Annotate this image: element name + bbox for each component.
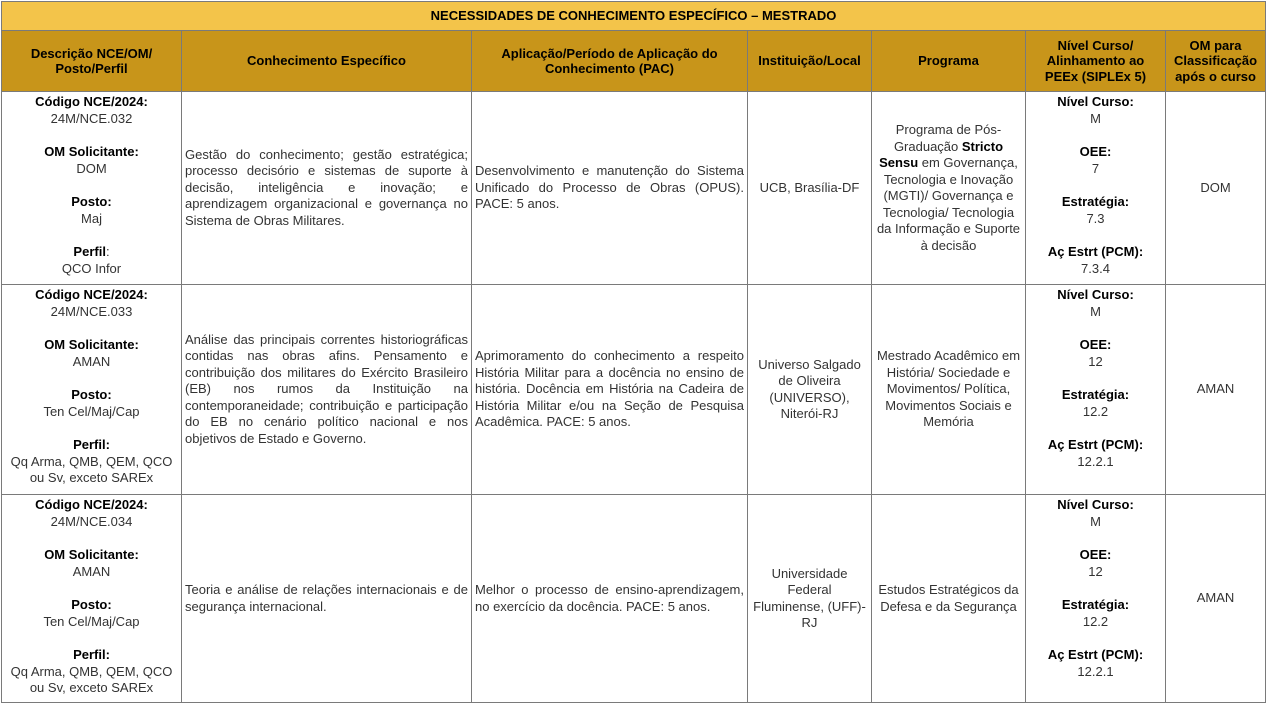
perfil-label: Perfil [73, 647, 106, 662]
om-cell: AMAN [1166, 495, 1266, 703]
ac-estrt-value: 12.2.1 [1077, 453, 1114, 469]
aplicacao-cell: Aprimoramento do conhecimento a respeito História Militar para a docência no ensino de história. Docência em História na Cadeira de História Militar e/ou na Seção de Pesquisa Acadêmica. PACE: 5 anos. [472, 285, 748, 495]
perfil-value: Qq Arma, QMB, QEM, QCO ou Sv, exceto SAREx [10, 663, 173, 695]
perfil-separator: : [105, 244, 110, 259]
estrategia-label: Estratégia: [1061, 597, 1130, 612]
perfil-label: Perfil [73, 437, 106, 452]
om-solicitante-value: DOM [76, 160, 107, 176]
aplicacao-cell: Desenvolvimento e manutenção do Sistema Unificado do Processo de Obras (OPUS). PACE: 5 anos. [472, 92, 748, 285]
header-instituicao: Instituição/Local [748, 31, 872, 92]
posto-value: Ten Cel/Maj/Cap [43, 613, 140, 629]
title-row [2, 2, 1266, 31]
header-om: OM para Classificação após o curso [1166, 31, 1266, 92]
programa-cell: Mestrado Acadêmico em História/ Sociedade e Movimentos/ Política, Movimentos Sociais e Memória [872, 285, 1026, 495]
conhecimento-cell: Análise das principais correntes historiográficas contidas nas obras afins. Pensamento e contribuição dos militares do Exército Brasileiro (EB) nos rumos da Instituição na contemporaneidade; contribuição e participação do EB no cenário político nacional e nos objetivos de Estado e Governo. [182, 285, 472, 495]
instituicao-cell: Universo Salgado de Oliveira (UNIVERSO), Niterói-RJ [748, 285, 872, 495]
aplicacao-cell: Melhor o processo de ensino-aprendizagem, no exercício da docência. PACE: 5 anos. [472, 495, 748, 703]
perfil-separator: : [105, 437, 110, 452]
codigo-label: Código NCE/2024: [35, 94, 148, 109]
nivel-cell [1026, 285, 1166, 495]
ac-estrt-value: 7.3.4 [1081, 260, 1110, 276]
conhecimento-cell: Teoria e análise de relações internacionais e de segurança internacional. [182, 495, 472, 703]
posto-value: Maj [81, 210, 102, 226]
programa-text-rest: em Governança, Tecnologia e Inovação (MGTI)/ Governança e Tecnologia/ Tecnologia da Informação e Suporte à decisão [876, 155, 1021, 253]
header-programa: Programa [872, 31, 1026, 92]
posto-label: Posto: [71, 597, 112, 612]
descricao-cell [2, 495, 182, 703]
oee-value: 12 [1088, 353, 1103, 369]
oee-value: 12 [1088, 563, 1103, 579]
header-aplicacao: Aplicação/Período de Aplicação do Conhecimento (PAC) [472, 31, 748, 92]
nivel-curso-label: Nível Curso: [1057, 287, 1134, 302]
om-solicitante-value: AMAN [72, 353, 111, 369]
ac-estrt-label: Aç Estrt (PCM): [1047, 244, 1144, 259]
codigo-label: Código NCE/2024: [35, 287, 148, 302]
nivel-curso-label: Nível Curso: [1057, 94, 1134, 109]
programa-cell [872, 92, 1026, 285]
om-solicitante-label: OM Solicitante: [44, 337, 139, 352]
estrategia-value: 12.2 [1082, 403, 1109, 419]
perfil-separator: : [105, 647, 110, 662]
table-row [2, 495, 1266, 703]
posto-label: Posto: [71, 387, 112, 402]
perfil-label: Perfil [73, 244, 106, 259]
header-descricao: Descrição NCE/OM/ Posto/Perfil [2, 31, 182, 92]
om-cell: AMAN [1166, 285, 1266, 495]
codigo-value: 24M/NCE.034 [50, 513, 133, 529]
om-solicitante-value: AMAN [72, 563, 111, 579]
om-solicitante-label: OM Solicitante: [44, 144, 139, 159]
nivel-curso-value: M [1090, 303, 1101, 319]
codigo-label: Código NCE/2024: [35, 497, 148, 512]
header-row [2, 31, 1266, 92]
perfil-value: QCO Infor [61, 260, 122, 276]
posto-value: Ten Cel/Maj/Cap [43, 403, 140, 419]
header-conhecimento: Conhecimento Específico [182, 31, 472, 92]
om-cell: DOM [1166, 92, 1266, 285]
ac-estrt-value: 12.2.1 [1077, 663, 1114, 679]
nivel-curso-value: M [1090, 513, 1101, 529]
codigo-value: 24M/NCE.032 [50, 110, 133, 126]
oee-label: OEE: [1079, 547, 1112, 562]
posto-label: Posto: [71, 194, 112, 209]
descricao-cell [2, 92, 182, 285]
estrategia-label: Estratégia: [1061, 387, 1130, 402]
oee-label: OEE: [1079, 337, 1112, 352]
table-title: NECESSIDADES DE CONHECIMENTO ESPECÍFICO – MESTRADO [2, 2, 1266, 31]
programa-bold-text: Stricto Sensu [879, 138, 1004, 170]
nivel-cell [1026, 92, 1166, 285]
table-row [2, 92, 1266, 285]
conhecimento-cell: Gestão do conhecimento; gestão estratégica; processo decisório e sistemas de suporte à decisão, inteligência e inovação; e aprendizagem organizacional e governança no Sistema de Obras Militares. [182, 92, 472, 285]
estrategia-value: 7.3 [1086, 210, 1105, 226]
ac-estrt-label: Aç Estrt (PCM): [1047, 647, 1144, 662]
nivel-cell [1026, 495, 1166, 703]
descricao-cell [2, 285, 182, 495]
programa-cell: Estudos Estratégicos da Defesa e da Segurança [872, 495, 1026, 703]
ac-estrt-label: Aç Estrt (PCM): [1047, 437, 1144, 452]
nce-table [1, 1, 1266, 703]
oee-value: 7 [1091, 160, 1100, 176]
header-nivel: Nível Curso/ Alinhamento ao PEEx (SIPLEx 5) [1026, 31, 1166, 92]
om-solicitante-label: OM Solicitante: [44, 547, 139, 562]
nivel-curso-value: M [1090, 110, 1101, 126]
table-row [2, 285, 1266, 495]
oee-label: OEE: [1079, 144, 1112, 159]
instituicao-cell: Universidade Federal Fluminense, (UFF)-RJ [748, 495, 872, 703]
perfil-value: Qq Arma, QMB, QEM, QCO ou Sv, exceto SAREx [10, 453, 173, 485]
nivel-curso-label: Nível Curso: [1057, 497, 1134, 512]
estrategia-label: Estratégia: [1061, 194, 1130, 209]
codigo-value: 24M/NCE.033 [50, 303, 133, 319]
instituicao-cell: UCB, Brasília-DF [748, 92, 872, 285]
programa-text: Programa de Pós-Graduação [893, 122, 1002, 154]
estrategia-value: 12.2 [1082, 613, 1109, 629]
